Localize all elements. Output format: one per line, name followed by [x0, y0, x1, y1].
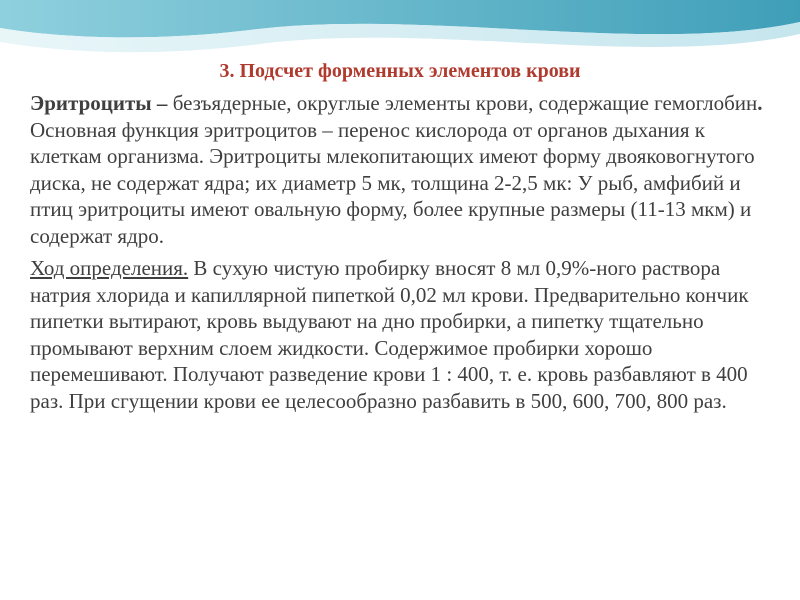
paragraph-procedure: [30, 255, 778, 414]
term-erythrocytes: Эритроциты –: [30, 91, 168, 115]
paragraph-text: В сухую чистую пробирку вносят 8 мл 0,9%-ного раствора натрия хлорида и капиллярной пипеткой 0,02 мл крови. Предварительно кончик пипетки вытирают, кровь выдувают на дно пробирки, а пипетку тщательно промывают верхним слоем жидкости. Содержимое пробирки хорошо перемешивают. Получают разведение крови 1 : 400, т. е. кровь разбавляют в 400 раз. При сгущении крови ее целесообразно разбавить в 500, 600, 700, 800 раз.: [30, 256, 749, 413]
paragraph-erythrocytes: [30, 90, 778, 249]
bold-period: .: [757, 91, 763, 115]
paragraph-text: безъядерные, округлые элементы крови, содержащие гемоглобин: [167, 91, 758, 115]
slide-body: [30, 90, 778, 414]
slide-title: 3. Подсчет форменных элементов крови: [219, 60, 581, 82]
procedure-heading: Ход определения.: [30, 256, 189, 280]
paragraph-text: Основная функция эритроцитов – перенос кислорода от органов дыхания к клеткам организма. Эритроциты млекопитающих имеют форму двояковогнутого диска, не содержат ядра; их диаметр 5 мк, толщина 2-2,5 мк: У рыб, амфибий и птиц эритроциты имеют овальную форму, более крупные размеры (11-13 мкм) и содержат ядро.: [30, 117, 755, 248]
